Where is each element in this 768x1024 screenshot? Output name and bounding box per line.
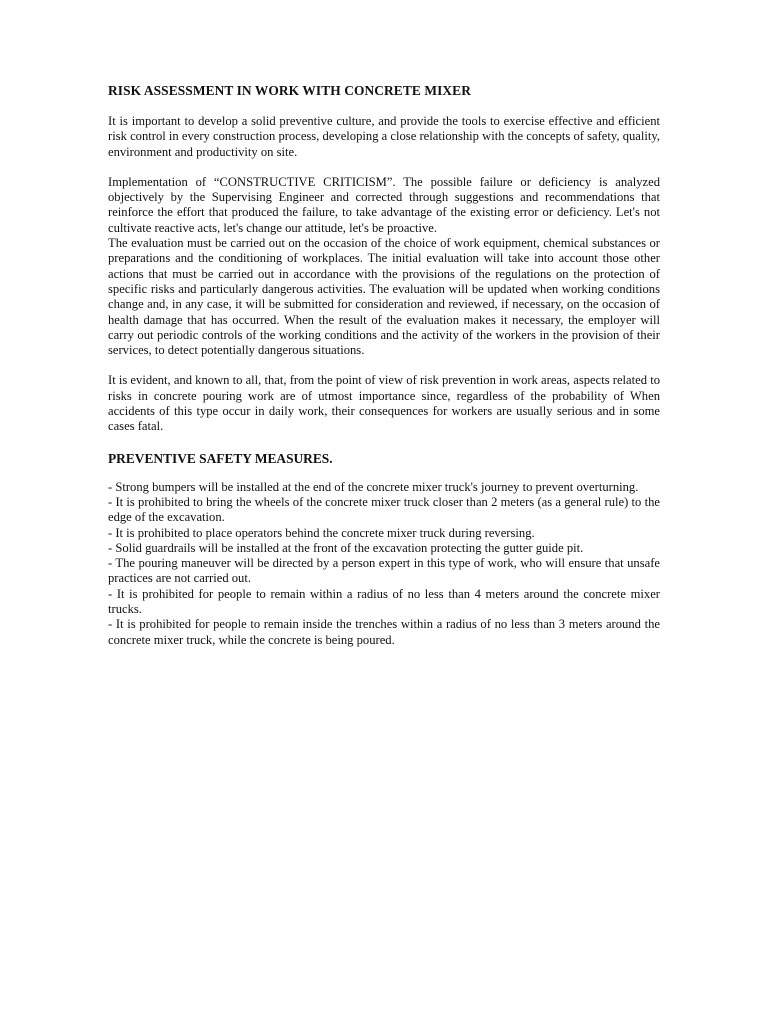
document-title: RISK ASSESSMENT IN WORK WITH CONCRETE MIXER bbox=[108, 83, 471, 98]
section-heading: PREVENTIVE SAFETY MEASURES. bbox=[108, 450, 333, 466]
list-item: - It is prohibited for people to remain inside the trenches within a radius of no less than 3 meters around the concrete mixer truck, while the concrete is being poured. bbox=[108, 617, 660, 647]
document-page bbox=[108, 82, 660, 648]
list-item: - It is prohibited for people to remain within a radius of no less than 4 meters around the concrete mixer trucks. bbox=[108, 586, 660, 617]
risk-prevention-paragraph: It is evident, and known to all, that, from the point of view of risk prevention in work areas, aspects related to risks in concrete pouring work are of utmost importance since, regardless of the probability of When accidents of this type occur in daily work, their consequences for workers are usually serious and in some cases fatal. bbox=[108, 373, 660, 434]
list-item: - It is prohibited to bring the wheels of the concrete mixer truck closer than 2 meters (as a general rule) to the edge of the excavation. bbox=[108, 494, 660, 525]
list-item: - Solid guardrails will be installed at the front of the excavation protecting the gutter guide pit. bbox=[108, 540, 584, 555]
evaluation-paragraph: The evaluation must be carried out on the occasion of the choice of work equipment, chemical substances or preparations and the conditioning of workplaces. The initial evaluation will take into account those other actions that must be carried out in accordance with the provisions of the regulations on the protection of specific risks and particularly dangerous activities. The evaluation will be updated when working conditions change and, in any case, it will be submitted for consideration and reviewed, if necessary, on the occasion of health damage that has occurred. When the result of the evaluation makes it necessary, the employer will carry out periodic controls of the working conditions and the activity of the workers in the provision of their services, to detect potentially dangerous situations. bbox=[108, 236, 660, 358]
intro-paragraph: It is important to develop a solid preventive culture, and provide the tools to exercise effective and efficient risk control in every construction process, developing a close relationship with the concepts of safety, quality, environment and productivity on site. bbox=[108, 114, 660, 159]
list-item: - It is prohibited to place operators behind the concrete mixer truck during reversing. bbox=[108, 525, 535, 540]
constructive-criticism-paragraph: Implementation of “CONSTRUCTIVE CRITICISM”. The possible failure or deficiency is analyzed objectively by the Supervising Engineer and corrected through suggestions and recommendations that reinforce the effort that produced the failure, to take advantage of the existing error or deficiency. Let's not cultivate reactive acts, let's change our attitude, let's be proactive. bbox=[108, 174, 660, 235]
safety-measures-list bbox=[108, 480, 660, 648]
list-item: - Strong bumpers will be installed at the end of the concrete mixer truck's journey to prevent overturning. bbox=[108, 479, 639, 494]
list-item: - The pouring maneuver will be directed by a person expert in this type of work, who will ensure that unsafe practices are not carried out. bbox=[108, 556, 660, 586]
